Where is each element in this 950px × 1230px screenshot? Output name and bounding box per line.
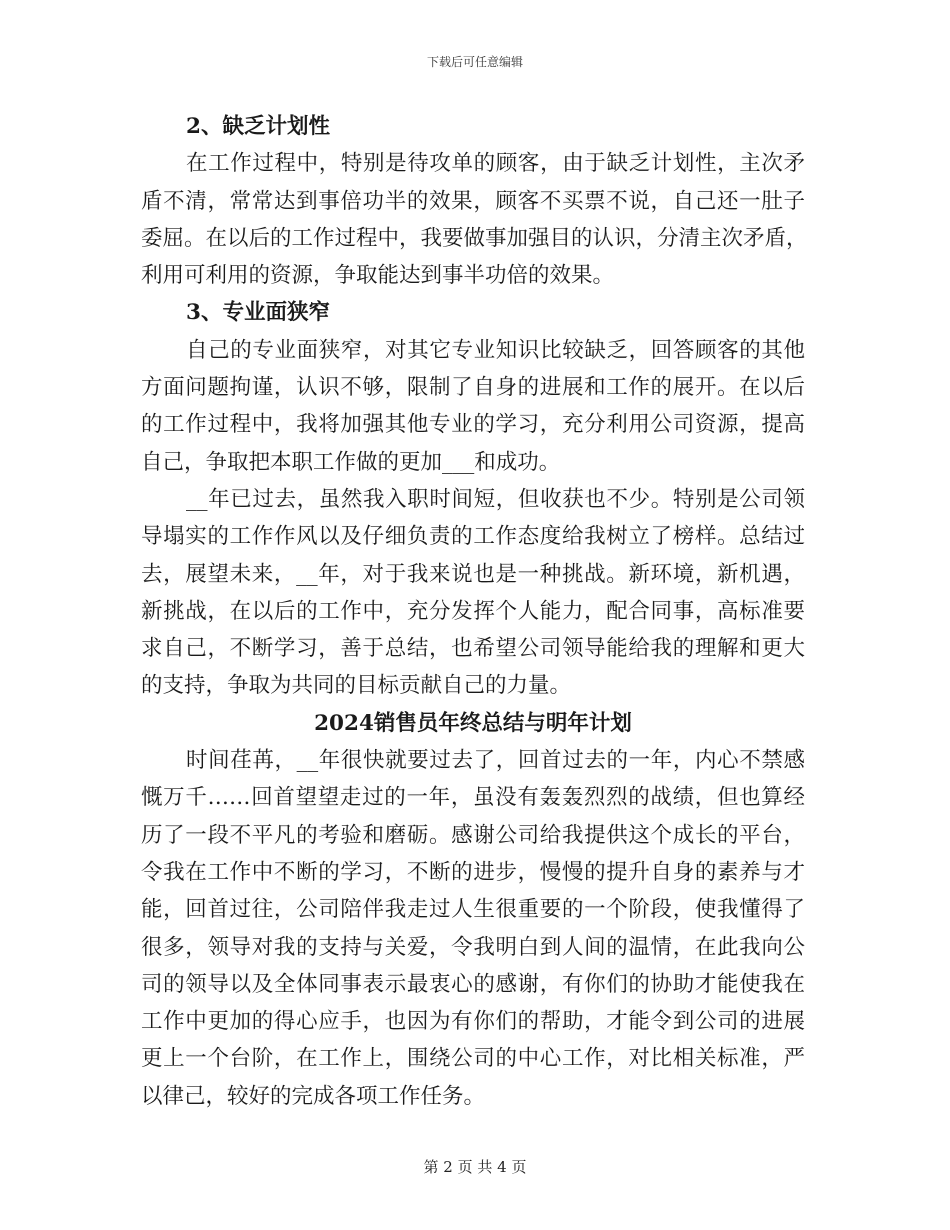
paragraph-line: 盾不清，常常达到事倍功半的效果，顾客不买票不说，自己还一肚子 [141, 188, 805, 214]
paragraph-line: 司的领导以及全体同事表示最衷心的感谢，有你们的协助才能使我在 [141, 971, 805, 997]
paragraph-line: 的支持，争取为共同的目标贡献自己的力量。 [141, 673, 572, 699]
paragraph-line: 很多，领导对我的支持与关爱，令我明白到人间的温情，在此我向公 [141, 934, 805, 960]
paragraph-line: 自己的专业面狭窄，对其它专业知识比较缺乏，回答顾客的其他 [186, 337, 805, 363]
paragraph-line: 去，展望未来，__年，对于我来说也是一种挑战。新环境，新机遇， [141, 561, 805, 587]
document-title: 2024销售员年终总结与明年计划 [314, 710, 632, 736]
page-number: 第 2 页 共 4 页 [423, 1158, 527, 1176]
paragraph-line: 时间荏苒，__年很快就要过去了，回首过去的一年，内心不禁感 [186, 748, 805, 774]
paragraph-line: 令我在工作中不断的学习，不断的进步，慢慢的提升自身的素养与才 [141, 859, 805, 885]
paragraph-line: 能，回首过往，公司陪伴我走过人生很重要的一个阶段，使我懂得了 [141, 897, 805, 923]
paragraph-line: 工作中更加的得心应手，也因为有你们的帮助，才能令到公司的进展 [141, 1009, 805, 1035]
paragraph-line: 更上一个台阶，在工作上，围绕公司的中心工作，对比相关标准，严 [141, 1046, 805, 1072]
section-heading-planning: 2、缺乏计划性 [186, 114, 330, 139]
paragraph-line: 委屈。在以后的工作过程中，我要做事加强目的认识，分清主次矛盾， [141, 225, 808, 251]
paragraph-line: 求自己，不断学习，善于总结，也希望公司领导能给我的理解和更大 [141, 636, 805, 662]
paragraph-line: 利用可利用的资源，争取能达到事半功倍的效果。 [141, 263, 615, 289]
paragraph-line: 慨万千……回首望望走过的一年，虽没有轰轰烈烈的战绩，但也算经 [141, 785, 805, 811]
section-heading-specialty: 3、专业面狭窄 [186, 300, 330, 326]
paragraph-line: 自己，争取把本职工作做的更加___和成功。 [141, 449, 561, 475]
paragraph-line: 在工作过程中，特别是待攻单的顾客，由于缺乏计划性，主次矛 [186, 151, 805, 177]
paragraph-line: __年已过去，虽然我入职时间短，但收获也不少。特别是公司领 [186, 486, 805, 512]
paragraph-line: 历了一段不平凡的考验和磨砺。感谢公司给我提供这个成长的平台， [141, 822, 805, 848]
paragraph-line: 方面问题拘谨，认识不够，限制了自身的进展和工作的展开。在以后 [141, 375, 805, 401]
paragraph-line: 的工作过程中，我将加强其他专业的学习，充分利用公司资源，提高 [141, 412, 805, 438]
paragraph-line: 导塌实的工作作风以及仔细负责的工作态度给我树立了榜样。总结过 [141, 524, 805, 550]
paragraph-line: 以律己，较好的完成各项工作任务。 [141, 1083, 486, 1109]
paragraph-line: 新挑战，在以后的工作中，充分发挥个人能力，配合同事，高标准要 [141, 598, 805, 624]
page-header: 下载后可任意编辑 [426, 55, 523, 69]
document-body [141, 108, 808, 1115]
